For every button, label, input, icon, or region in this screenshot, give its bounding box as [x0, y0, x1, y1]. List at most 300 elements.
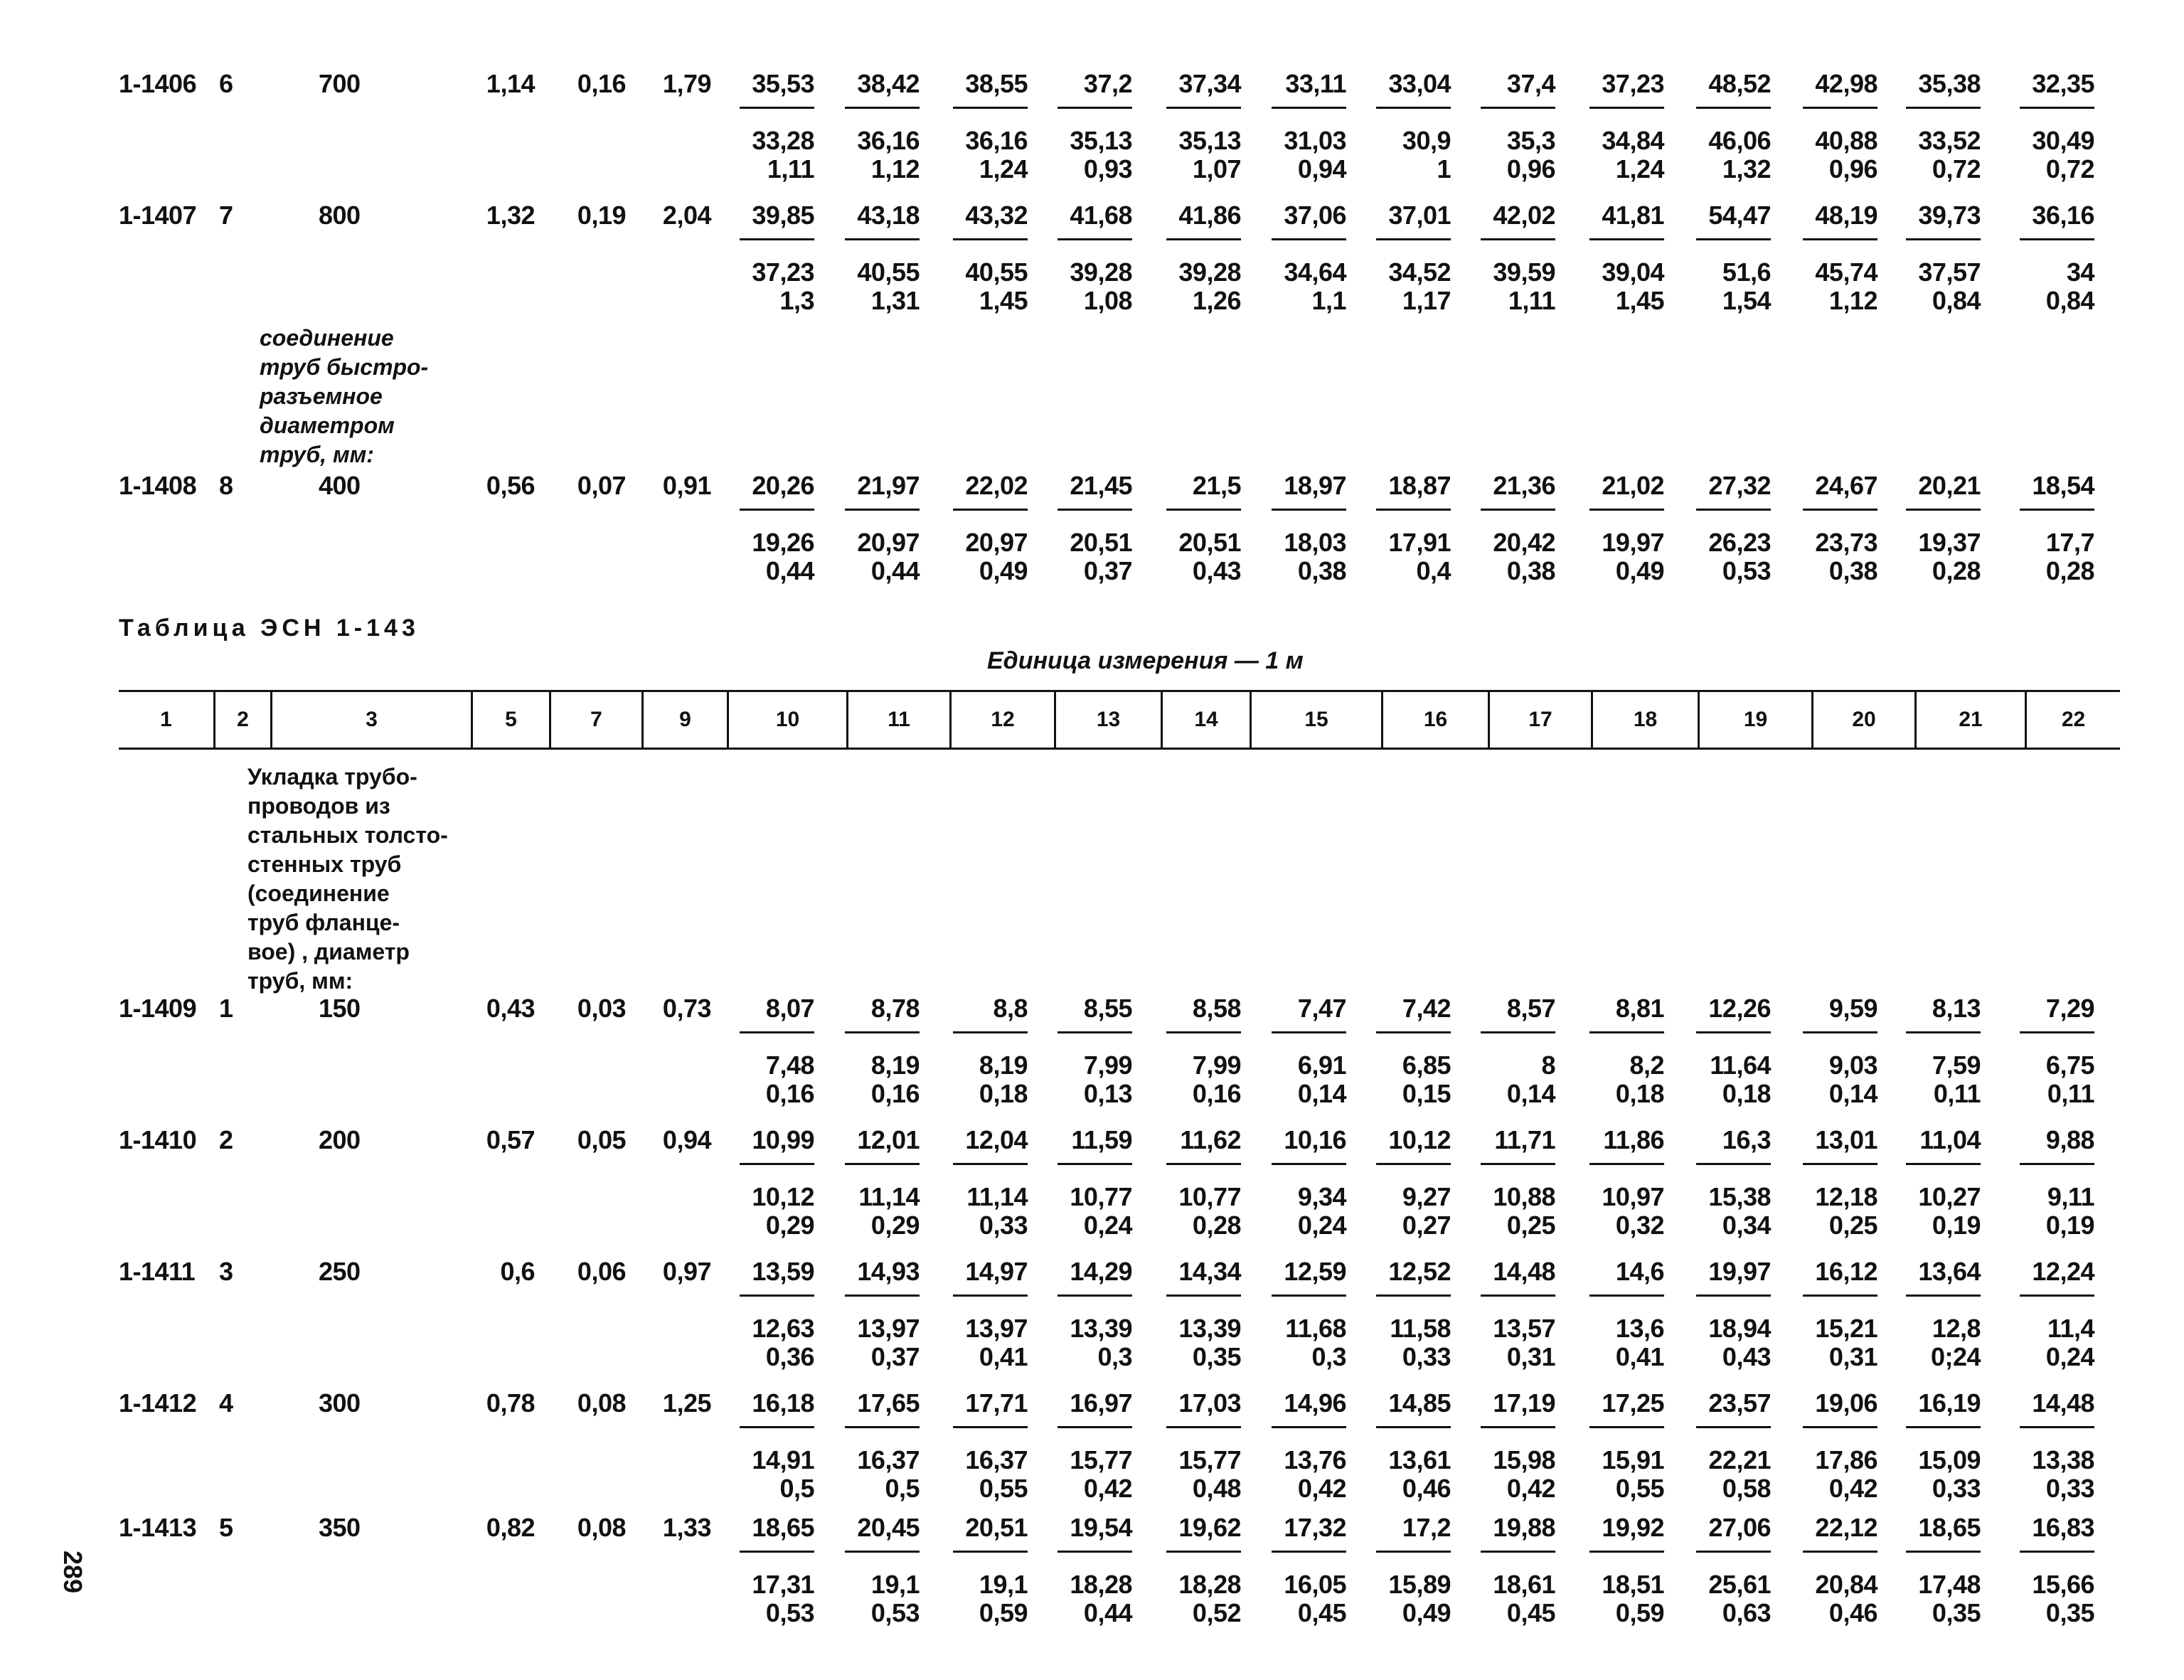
value-middle: 13,39	[1178, 1314, 1241, 1343]
value-bottom: 0,72	[2045, 154, 2094, 184]
value-top: 37,34	[1178, 69, 1241, 98]
fraction-bar	[845, 1031, 920, 1033]
value-bottom: 0,45	[1506, 1598, 1555, 1627]
value-top: 13,64	[1918, 1257, 1981, 1286]
value-middle: 19,1	[870, 1570, 920, 1599]
value-middle: 39,28	[1070, 257, 1132, 287]
value-top: 9,88	[2045, 1125, 2094, 1154]
col-7-value: 0,08	[577, 1388, 626, 1418]
fraction-bar	[740, 107, 814, 109]
value-bottom: 1,31	[870, 286, 920, 315]
value-middle: 17,91	[1388, 528, 1451, 557]
value-middle: 20,97	[857, 528, 920, 557]
fraction-bar	[1166, 509, 1241, 511]
value-top: 11,71	[1494, 1125, 1555, 1154]
fraction-bar	[1376, 1294, 1451, 1297]
fraction-bar	[1166, 107, 1241, 109]
value-top: 14,48	[2032, 1388, 2094, 1418]
row-code: 1-1409	[119, 994, 197, 1023]
value-top: 41,86	[1178, 201, 1241, 230]
value-top: 37,4	[1506, 69, 1555, 98]
value-middle: 51,6	[1722, 257, 1771, 287]
fraction-bar	[845, 1551, 920, 1553]
label-line: диаметром	[260, 413, 395, 438]
value-bottom: 0,35	[2045, 1598, 2094, 1627]
value-top: 16,19	[1918, 1388, 1981, 1418]
header-cell: 14	[1161, 692, 1250, 748]
fraction-bar	[1058, 509, 1132, 511]
value-bottom: 0,28	[2045, 556, 2094, 585]
value-bottom: 1,08	[1083, 286, 1132, 315]
value-top: 11,62	[1180, 1125, 1241, 1154]
value-top: 19,88	[1493, 1513, 1555, 1542]
header-cell: 10	[727, 692, 846, 748]
value-middle: 10,77	[1070, 1182, 1132, 1211]
value-middle: 18,28	[1178, 1570, 1241, 1599]
value-top: 43,32	[965, 201, 1028, 230]
fraction-bar	[740, 238, 814, 240]
value-middle: 19,26	[752, 528, 814, 557]
value-top: 7,42	[1402, 994, 1451, 1023]
value-bottom: 0,14	[1506, 1079, 1555, 1108]
fraction-bar	[1906, 238, 1981, 240]
value-middle: 13,6	[1615, 1314, 1664, 1343]
fraction-bar	[1906, 107, 1981, 109]
value-middle: 15,38	[1708, 1182, 1771, 1211]
value-top: 10,12	[1388, 1125, 1451, 1154]
value-middle: 19,97	[1602, 528, 1664, 557]
value-top: 14,85	[1388, 1388, 1451, 1418]
row-number: 6	[219, 69, 233, 98]
value-top: 9,59	[1828, 994, 1877, 1023]
value-top: 12,04	[965, 1125, 1028, 1154]
value-bottom: 1,11	[767, 154, 814, 184]
value-bottom: 0,18	[1615, 1079, 1664, 1108]
fraction-bar	[953, 1294, 1028, 1297]
value-middle: 40,55	[857, 257, 920, 287]
fraction-bar	[1058, 1031, 1132, 1033]
fraction-bar	[740, 1551, 814, 1553]
value-top: 37,06	[1284, 201, 1346, 230]
value-top: 8,07	[765, 994, 814, 1023]
value-top: 19,62	[1178, 1513, 1241, 1542]
value-bottom: 0,19	[1932, 1211, 1981, 1240]
fraction-bar	[1481, 509, 1555, 511]
label-line: стальных толсто-	[247, 822, 448, 848]
value-top: 20,26	[752, 471, 814, 500]
row-number: 7	[219, 201, 233, 230]
fraction-bar	[1272, 1163, 1346, 1165]
col-7-value: 0,03	[577, 994, 626, 1023]
value-bottom: 0,42	[1083, 1474, 1132, 1503]
value-bottom: 0,24	[1297, 1211, 1346, 1240]
value-middle: 14,91	[752, 1445, 814, 1474]
value-bottom: 0,53	[1722, 556, 1771, 585]
value-middle: 8,19	[870, 1051, 920, 1080]
value-bottom: 0,43	[1722, 1342, 1771, 1371]
value-middle: 15,77	[1178, 1445, 1241, 1474]
value-middle: 17,7	[2045, 528, 2094, 557]
label-line: соединение	[260, 325, 394, 351]
value-middle: 20,97	[965, 528, 1028, 557]
value-top: 39,73	[1918, 201, 1981, 230]
fraction-bar	[1272, 1551, 1346, 1553]
row-diameter: 250	[319, 1257, 361, 1286]
value-middle: 9,03	[1828, 1051, 1877, 1080]
value-top: 19,97	[1708, 1257, 1771, 1286]
value-middle: 34,84	[1602, 126, 1664, 155]
value-top: 8,55	[1083, 994, 1132, 1023]
fraction-bar	[845, 1426, 920, 1428]
fraction-bar	[1696, 1163, 1771, 1165]
value-bottom: 1,32	[1722, 154, 1771, 184]
value-middle: 18,61	[1493, 1570, 1555, 1599]
value-middle: 9,11	[2047, 1182, 2094, 1211]
fraction-bar	[1589, 238, 1664, 240]
value-top: 42,02	[1493, 201, 1555, 230]
value-bottom: 0,34	[1722, 1211, 1771, 1240]
fraction-bar	[1906, 1031, 1981, 1033]
value-middle: 6,75	[2045, 1051, 2094, 1080]
value-bottom: 0,33	[1932, 1474, 1981, 1503]
value-bottom: 0,49	[1615, 556, 1664, 585]
col-7-value: 0,05	[577, 1125, 626, 1154]
value-bottom: 0,59	[979, 1598, 1028, 1627]
fraction-bar	[1481, 1163, 1555, 1165]
value-middle: 19,1	[979, 1570, 1028, 1599]
header-cell: 19	[1698, 692, 1811, 748]
fraction-bar	[1272, 509, 1346, 511]
value-top: 22,02	[965, 471, 1028, 500]
value-bottom: 0,38	[1828, 556, 1877, 585]
label-line: труб фланце-	[247, 910, 400, 935]
value-middle: 31,03	[1284, 126, 1346, 155]
value-top: 12,01	[857, 1125, 920, 1154]
value-top: 8,58	[1192, 994, 1241, 1023]
value-bottom: 0,53	[765, 1598, 814, 1627]
value-top: 38,55	[965, 69, 1028, 98]
col-5-value: 0,82	[486, 1513, 535, 1542]
value-top: 10,16	[1284, 1125, 1346, 1154]
value-bottom: 0,16	[765, 1079, 814, 1108]
fraction-bar	[1376, 107, 1451, 109]
value-middle: 17,31	[752, 1570, 814, 1599]
value-bottom: 1,12	[1828, 286, 1877, 315]
value-bottom: 1,12	[870, 154, 920, 184]
value-middle: 15,77	[1070, 1445, 1132, 1474]
value-middle: 8,2	[1629, 1051, 1664, 1080]
fraction-bar	[1906, 1163, 1981, 1165]
col-9-value: 2,04	[662, 201, 711, 230]
label-line: (соединение	[247, 881, 390, 906]
value-bottom: 1,3	[779, 286, 814, 315]
value-bottom: 0,72	[1932, 154, 1981, 184]
value-bottom: 0,18	[1722, 1079, 1771, 1108]
value-bottom: 0,31	[1506, 1342, 1555, 1371]
fraction-bar	[1166, 1294, 1241, 1297]
fraction-bar	[953, 107, 1028, 109]
table-title: Таблица ЭСН 1-143	[119, 615, 420, 642]
fraction-bar	[1376, 1551, 1451, 1553]
value-top: 33,11	[1285, 69, 1346, 98]
value-top: 14,29	[1070, 1257, 1132, 1286]
value-bottom: 0,16	[1192, 1079, 1241, 1108]
label-line: труб, мм:	[247, 968, 353, 994]
value-bottom: 0,4	[1416, 556, 1451, 585]
fraction-bar	[1696, 238, 1771, 240]
value-bottom: 0,44	[765, 556, 814, 585]
fraction-bar	[1166, 1426, 1241, 1428]
value-middle: 36,16	[965, 126, 1028, 155]
label-line: труб, мм:	[260, 442, 374, 467]
value-bottom: 0,43	[1192, 556, 1241, 585]
value-bottom: 0,41	[979, 1342, 1028, 1371]
fraction-bar	[1272, 1294, 1346, 1297]
fraction-bar	[1058, 107, 1132, 109]
fraction-bar	[1803, 238, 1877, 240]
value-bottom: 0,38	[1506, 556, 1555, 585]
col-9-value: 1,79	[662, 69, 711, 98]
col-9-value: 0,73	[662, 994, 711, 1023]
value-bottom: 0,25	[1828, 1211, 1877, 1240]
value-middle: 15,21	[1815, 1314, 1877, 1343]
row-code: 1-1408	[119, 471, 197, 500]
value-top: 20,45	[857, 1513, 920, 1542]
value-middle: 9,34	[1297, 1182, 1346, 1211]
value-middle: 19,37	[1918, 528, 1981, 557]
value-top: 12,24	[2032, 1257, 2094, 1286]
value-bottom: 0,14	[1828, 1079, 1877, 1108]
value-bottom: 0,42	[1297, 1474, 1346, 1503]
row-code: 1-1407	[119, 201, 197, 230]
value-bottom: 0,37	[870, 1342, 920, 1371]
col-9-value: 0,94	[662, 1125, 711, 1154]
value-bottom: 0,19	[2045, 1211, 2094, 1240]
value-top: 10,99	[752, 1125, 814, 1154]
value-bottom: 0,35	[1192, 1342, 1241, 1371]
value-bottom: 0,46	[1828, 1598, 1877, 1627]
value-middle: 34,64	[1284, 257, 1346, 287]
value-top: 14,6	[1615, 1257, 1664, 1286]
value-middle: 18,51	[1602, 1570, 1664, 1599]
col-7-value: 0,19	[577, 201, 626, 230]
row-code: 1-1413	[119, 1513, 197, 1542]
value-bottom: 0,38	[1297, 556, 1346, 585]
fraction-bar	[740, 1294, 814, 1297]
value-top: 12,59	[1284, 1257, 1346, 1286]
row-diameter: 400	[319, 471, 361, 500]
value-top: 42,98	[1815, 69, 1877, 98]
fraction-bar	[1272, 1031, 1346, 1033]
fraction-bar	[1589, 107, 1664, 109]
value-middle: 30,49	[2032, 126, 2094, 155]
label-line: Укладка трубо-	[247, 764, 417, 790]
value-middle: 46,06	[1708, 126, 1771, 155]
fraction-bar	[953, 1551, 1028, 1553]
value-bottom: 1,24	[1615, 154, 1664, 184]
fraction-bar	[1058, 1294, 1132, 1297]
value-middle: 35,3	[1506, 126, 1555, 155]
value-bottom: 1,1	[1311, 286, 1346, 315]
value-middle: 13,57	[1493, 1314, 1555, 1343]
header-cell: 1	[160, 708, 172, 731]
value-bottom: 1,45	[979, 286, 1028, 315]
value-bottom: 0,5	[779, 1474, 814, 1503]
value-top: 11,86	[1603, 1125, 1664, 1154]
value-top: 14,93	[857, 1257, 920, 1286]
fraction-bar	[1058, 1551, 1132, 1553]
fraction-bar	[845, 509, 920, 511]
value-middle: 11,4	[2047, 1314, 2094, 1343]
fraction-bar	[1376, 509, 1451, 511]
fraction-bar	[845, 1163, 920, 1165]
value-middle: 37,23	[752, 257, 814, 287]
value-bottom: 0,96	[1828, 154, 1877, 184]
row-diameter: 150	[319, 994, 361, 1023]
fraction-bar	[845, 107, 920, 109]
value-bottom: 0,41	[1615, 1342, 1664, 1371]
fraction-bar	[1166, 1551, 1241, 1553]
header-cell: 16	[1381, 692, 1488, 748]
value-bottom: 0,15	[1402, 1079, 1451, 1108]
fraction-bar	[2020, 1163, 2094, 1165]
value-bottom: 0,55	[1615, 1474, 1664, 1503]
header-cell: 3	[270, 692, 471, 748]
value-top: 38,42	[857, 69, 920, 98]
value-top: 32,35	[2032, 69, 2094, 98]
value-middle: 12,63	[752, 1314, 814, 1343]
fraction-bar	[953, 1426, 1028, 1428]
col-7-value: 0,07	[577, 471, 626, 500]
value-bottom: 0,18	[979, 1079, 1028, 1108]
fraction-bar	[1166, 1163, 1241, 1165]
table-header	[119, 690, 2120, 750]
value-top: 21,02	[1602, 471, 1664, 500]
col-5-value: 1,32	[486, 201, 535, 230]
value-bottom: 0,93	[1083, 154, 1132, 184]
value-top: 39,85	[752, 201, 814, 230]
page-number: 289	[58, 1551, 87, 1594]
value-middle: 20,51	[1070, 528, 1132, 557]
value-bottom: 1,17	[1402, 286, 1451, 315]
value-bottom: 0,84	[1932, 286, 1981, 315]
value-middle: 6,85	[1402, 1051, 1451, 1080]
value-middle: 10,88	[1493, 1182, 1555, 1211]
fraction-bar	[1803, 1551, 1877, 1553]
value-middle: 15,89	[1388, 1570, 1451, 1599]
fraction-bar	[1906, 1294, 1981, 1297]
value-top: 48,19	[1815, 201, 1877, 230]
fraction-bar	[1166, 238, 1241, 240]
value-bottom: 0,44	[870, 556, 920, 585]
value-middle: 16,05	[1284, 1570, 1346, 1599]
value-top: 17,03	[1178, 1388, 1241, 1418]
row-number: 4	[219, 1388, 233, 1418]
value-middle: 22,21	[1708, 1445, 1771, 1474]
value-bottom: 0,27	[1402, 1211, 1451, 1240]
value-top: 17,65	[857, 1388, 920, 1418]
fraction-bar	[1589, 509, 1664, 511]
fraction-bar	[1696, 1426, 1771, 1428]
value-middle: 15,98	[1493, 1445, 1555, 1474]
value-top: 18,97	[1284, 471, 1346, 500]
value-middle: 45,74	[1815, 257, 1877, 287]
value-bottom: 0,42	[1506, 1474, 1555, 1503]
value-bottom: 0,33	[2045, 1474, 2094, 1503]
value-middle: 39,59	[1493, 257, 1555, 287]
value-top: 8,57	[1506, 994, 1555, 1023]
value-bottom: 0,3	[1311, 1342, 1346, 1371]
fraction-bar	[740, 1031, 814, 1033]
fraction-bar	[1589, 1551, 1664, 1553]
value-top: 54,47	[1708, 201, 1771, 230]
value-bottom: 0,32	[1615, 1211, 1664, 1240]
fraction-bar	[953, 238, 1028, 240]
value-top: 35,38	[1918, 69, 1981, 98]
fraction-bar	[1696, 1294, 1771, 1297]
value-bottom: 0,3	[1097, 1342, 1132, 1371]
row-diameter: 800	[319, 201, 361, 230]
value-top: 7,47	[1297, 994, 1346, 1023]
value-middle: 23,73	[1815, 528, 1877, 557]
fraction-bar	[1058, 1426, 1132, 1428]
fraction-bar	[845, 1294, 920, 1297]
value-top: 23,57	[1708, 1388, 1771, 1418]
value-bottom: 0,49	[979, 556, 1028, 585]
value-middle: 12,8	[1932, 1314, 1981, 1343]
col-9-value: 0,97	[662, 1257, 711, 1286]
value-bottom: 0,49	[1402, 1598, 1451, 1627]
row-diameter: 200	[319, 1125, 361, 1154]
section-label-quick-connect	[260, 324, 428, 469]
value-middle: 25,61	[1708, 1570, 1771, 1599]
value-middle: 15,66	[2032, 1570, 2094, 1599]
value-middle: 17,48	[1918, 1570, 1981, 1599]
value-middle: 11,68	[1285, 1314, 1346, 1343]
col-5-value: 0,78	[486, 1388, 535, 1418]
row-diameter: 350	[319, 1513, 361, 1542]
value-bottom: 1,07	[1192, 154, 1241, 184]
value-middle: 11,14	[858, 1182, 920, 1211]
value-bottom: 0,24	[2045, 1342, 2094, 1371]
col-5-value: 0,57	[486, 1125, 535, 1154]
value-bottom: 0,59	[1615, 1598, 1664, 1627]
fraction-bar	[1589, 1031, 1664, 1033]
row-number: 2	[219, 1125, 233, 1154]
value-bottom: 0,5	[885, 1474, 920, 1503]
value-bottom: 0,33	[979, 1211, 1028, 1240]
fraction-bar	[740, 509, 814, 511]
fraction-bar	[1589, 1426, 1664, 1428]
label-line: проводов из	[247, 793, 390, 819]
value-bottom: 1,24	[979, 154, 1028, 184]
value-bottom: 0,48	[1192, 1474, 1241, 1503]
value-middle: 10,12	[752, 1182, 814, 1211]
value-bottom: 0;24	[1930, 1342, 1981, 1371]
col-5-value: 1,14	[486, 69, 535, 98]
value-bottom: 1	[1437, 154, 1451, 184]
value-bottom: 0,28	[1192, 1211, 1241, 1240]
value-bottom: 0,44	[1083, 1598, 1132, 1627]
value-top: 13,01	[1815, 1125, 1877, 1154]
value-middle: 37,57	[1918, 257, 1981, 287]
header-cell: 5	[471, 692, 549, 748]
value-middle: 18,03	[1284, 528, 1346, 557]
value-top: 19,06	[1815, 1388, 1877, 1418]
value-middle: 33,52	[1918, 126, 1981, 155]
fraction-bar	[1696, 1031, 1771, 1033]
value-bottom: 0,29	[870, 1211, 920, 1240]
